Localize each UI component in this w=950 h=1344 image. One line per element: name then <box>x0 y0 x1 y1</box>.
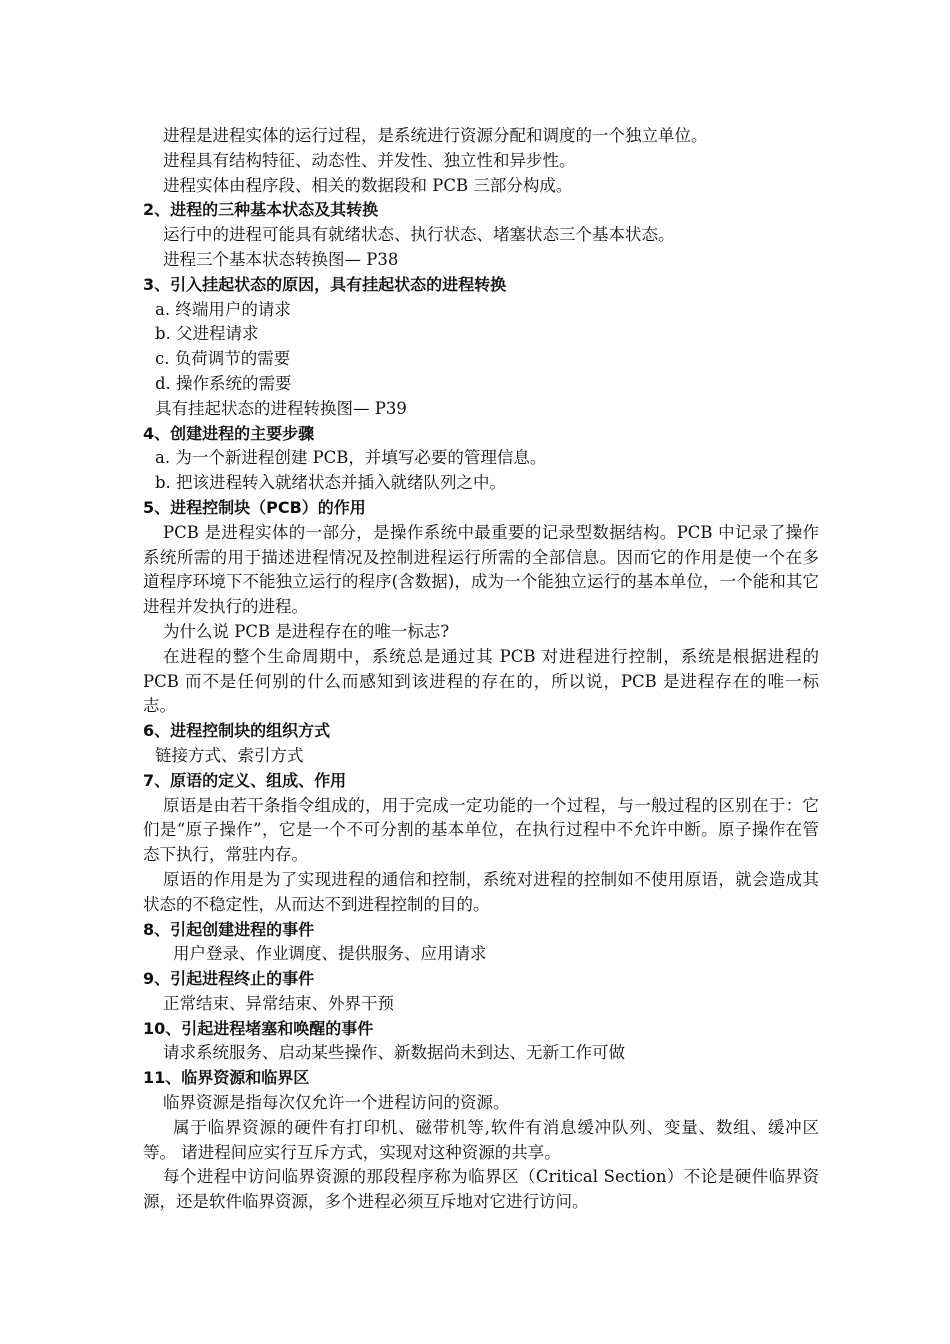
paragraph: 链接方式、索引方式 <box>155 745 304 765</box>
paragraph: 进程是进程实体的运行过程，是系统进行资源分配和调度的一个独立单位。 <box>163 126 708 145</box>
list-item: a. 终端用户的请求 <box>155 299 291 319</box>
list-item: c. 负荷调节的需要 <box>155 349 291 369</box>
section-heading: 10、引起进程堵塞和唤醒的事件 <box>143 1018 374 1038</box>
section-heading: 9、引起进程终止的事件 <box>143 969 315 989</box>
paragraph: 请求系统服务、启动某些操作、新数据尚未到达、无新工作可做 <box>163 1043 625 1063</box>
paragraph: 用户登录、作业调度、提供服务、应用请求 <box>173 944 487 964</box>
paragraph: 每个进程中访问临界资源的那段程序称为临界区（Critical Section）不论是硬件临界资源，还是软件临界资源，多个进程必须互斥地对它进行访问。 <box>143 1167 819 1212</box>
section-heading: 6、进程控制块的组织方式 <box>143 721 331 741</box>
section-heading: 11、临界资源和临界区 <box>143 1068 310 1088</box>
paragraph: 运行中的进程可能具有就绪状态、执行状态、堵塞状态三个基本状态。 <box>163 225 675 245</box>
section-heading: 7、原语的定义、组成、作用 <box>143 770 347 790</box>
list-item: b. 父进程请求 <box>155 324 259 344</box>
paragraph: 具有挂起状态的进程转换图— P39 <box>155 398 407 418</box>
paragraph: 临界资源是指每次仅允许一个进程访问的资源。 <box>163 1093 510 1113</box>
paragraph: 在进程的整个生命周期中，系统总是通过其 PCB 对进程进行控制，系统是根据进程的 PCB 而不是任何别的什么而感知到该进程的存在的，所以说，PCB 是进程存在的唯一标志。 <box>143 646 819 716</box>
paragraph: 为什么说 PCB 是进程存在的唯一标志? <box>163 621 450 641</box>
paragraph: 属于临界资源的硬件有打印机、磁带机等,软件有消息缓冲队列、变量、数组、缓冲区等。 诸进程间应实行互斥方式，实现对这种资源的共享。 <box>143 1117 819 1162</box>
document-body <box>143 124 819 1215</box>
section-heading: 3、引入挂起状态的原因，具有挂起状态的进程转换 <box>143 274 507 294</box>
paragraph: 正常结束、异常结束、外界干预 <box>163 993 394 1013</box>
list-item: b. 把该进程转入就绪状态并插入就绪队列之中。 <box>155 473 507 493</box>
list-item: d. 操作系统的需要 <box>155 373 292 393</box>
section-heading: 5、进程控制块（PCB）的作用 <box>143 497 366 517</box>
section-heading: 8、引起创建进程的事件 <box>143 919 315 939</box>
paragraph: 进程三个基本状态转换图— P38 <box>163 249 399 269</box>
section-heading: 2、进程的三种基本状态及其转换 <box>143 200 379 220</box>
list-item: a. 为一个新进程创建 PCB，并填写必要的管理信息。 <box>155 448 547 468</box>
paragraph: 进程具有结构特征、动态性、并发性、独立性和异步性。 <box>163 150 576 170</box>
paragraph: 进程实体由程序段、相关的数据段和 PCB 三部分构成。 <box>163 175 573 195</box>
paragraph: 原语是由若干条指令组成的，用于完成一定功能的一个过程，与一般过程的区别在于：它们是“原子操作”，它是一个不可分割的基本单位，在执行过程中不允许中断。原子操作在管态下执行，常驻内存。 <box>143 795 819 865</box>
paragraph: PCB 是进程实体的一部分，是操作系统中最重要的记录型数据结构。PCB 中记录了操作系统所需的用于描述进程情况及控制进程运行所需的全部信息。因而它的作用是使一个在多道程序环境下不能独立运行的程序(含数据)，成为一个能独立运行的基本单位，一个能和其它进程并发执行的进程。 <box>143 522 819 617</box>
section-heading: 4、创建进程的主要步骤 <box>143 423 315 443</box>
paragraph: 原语的作用是为了实现进程的通信和控制，系统对进程的控制如不使用原语，就会造成其状态的不稳定性，从而达不到进程控制的目的。 <box>143 869 819 914</box>
